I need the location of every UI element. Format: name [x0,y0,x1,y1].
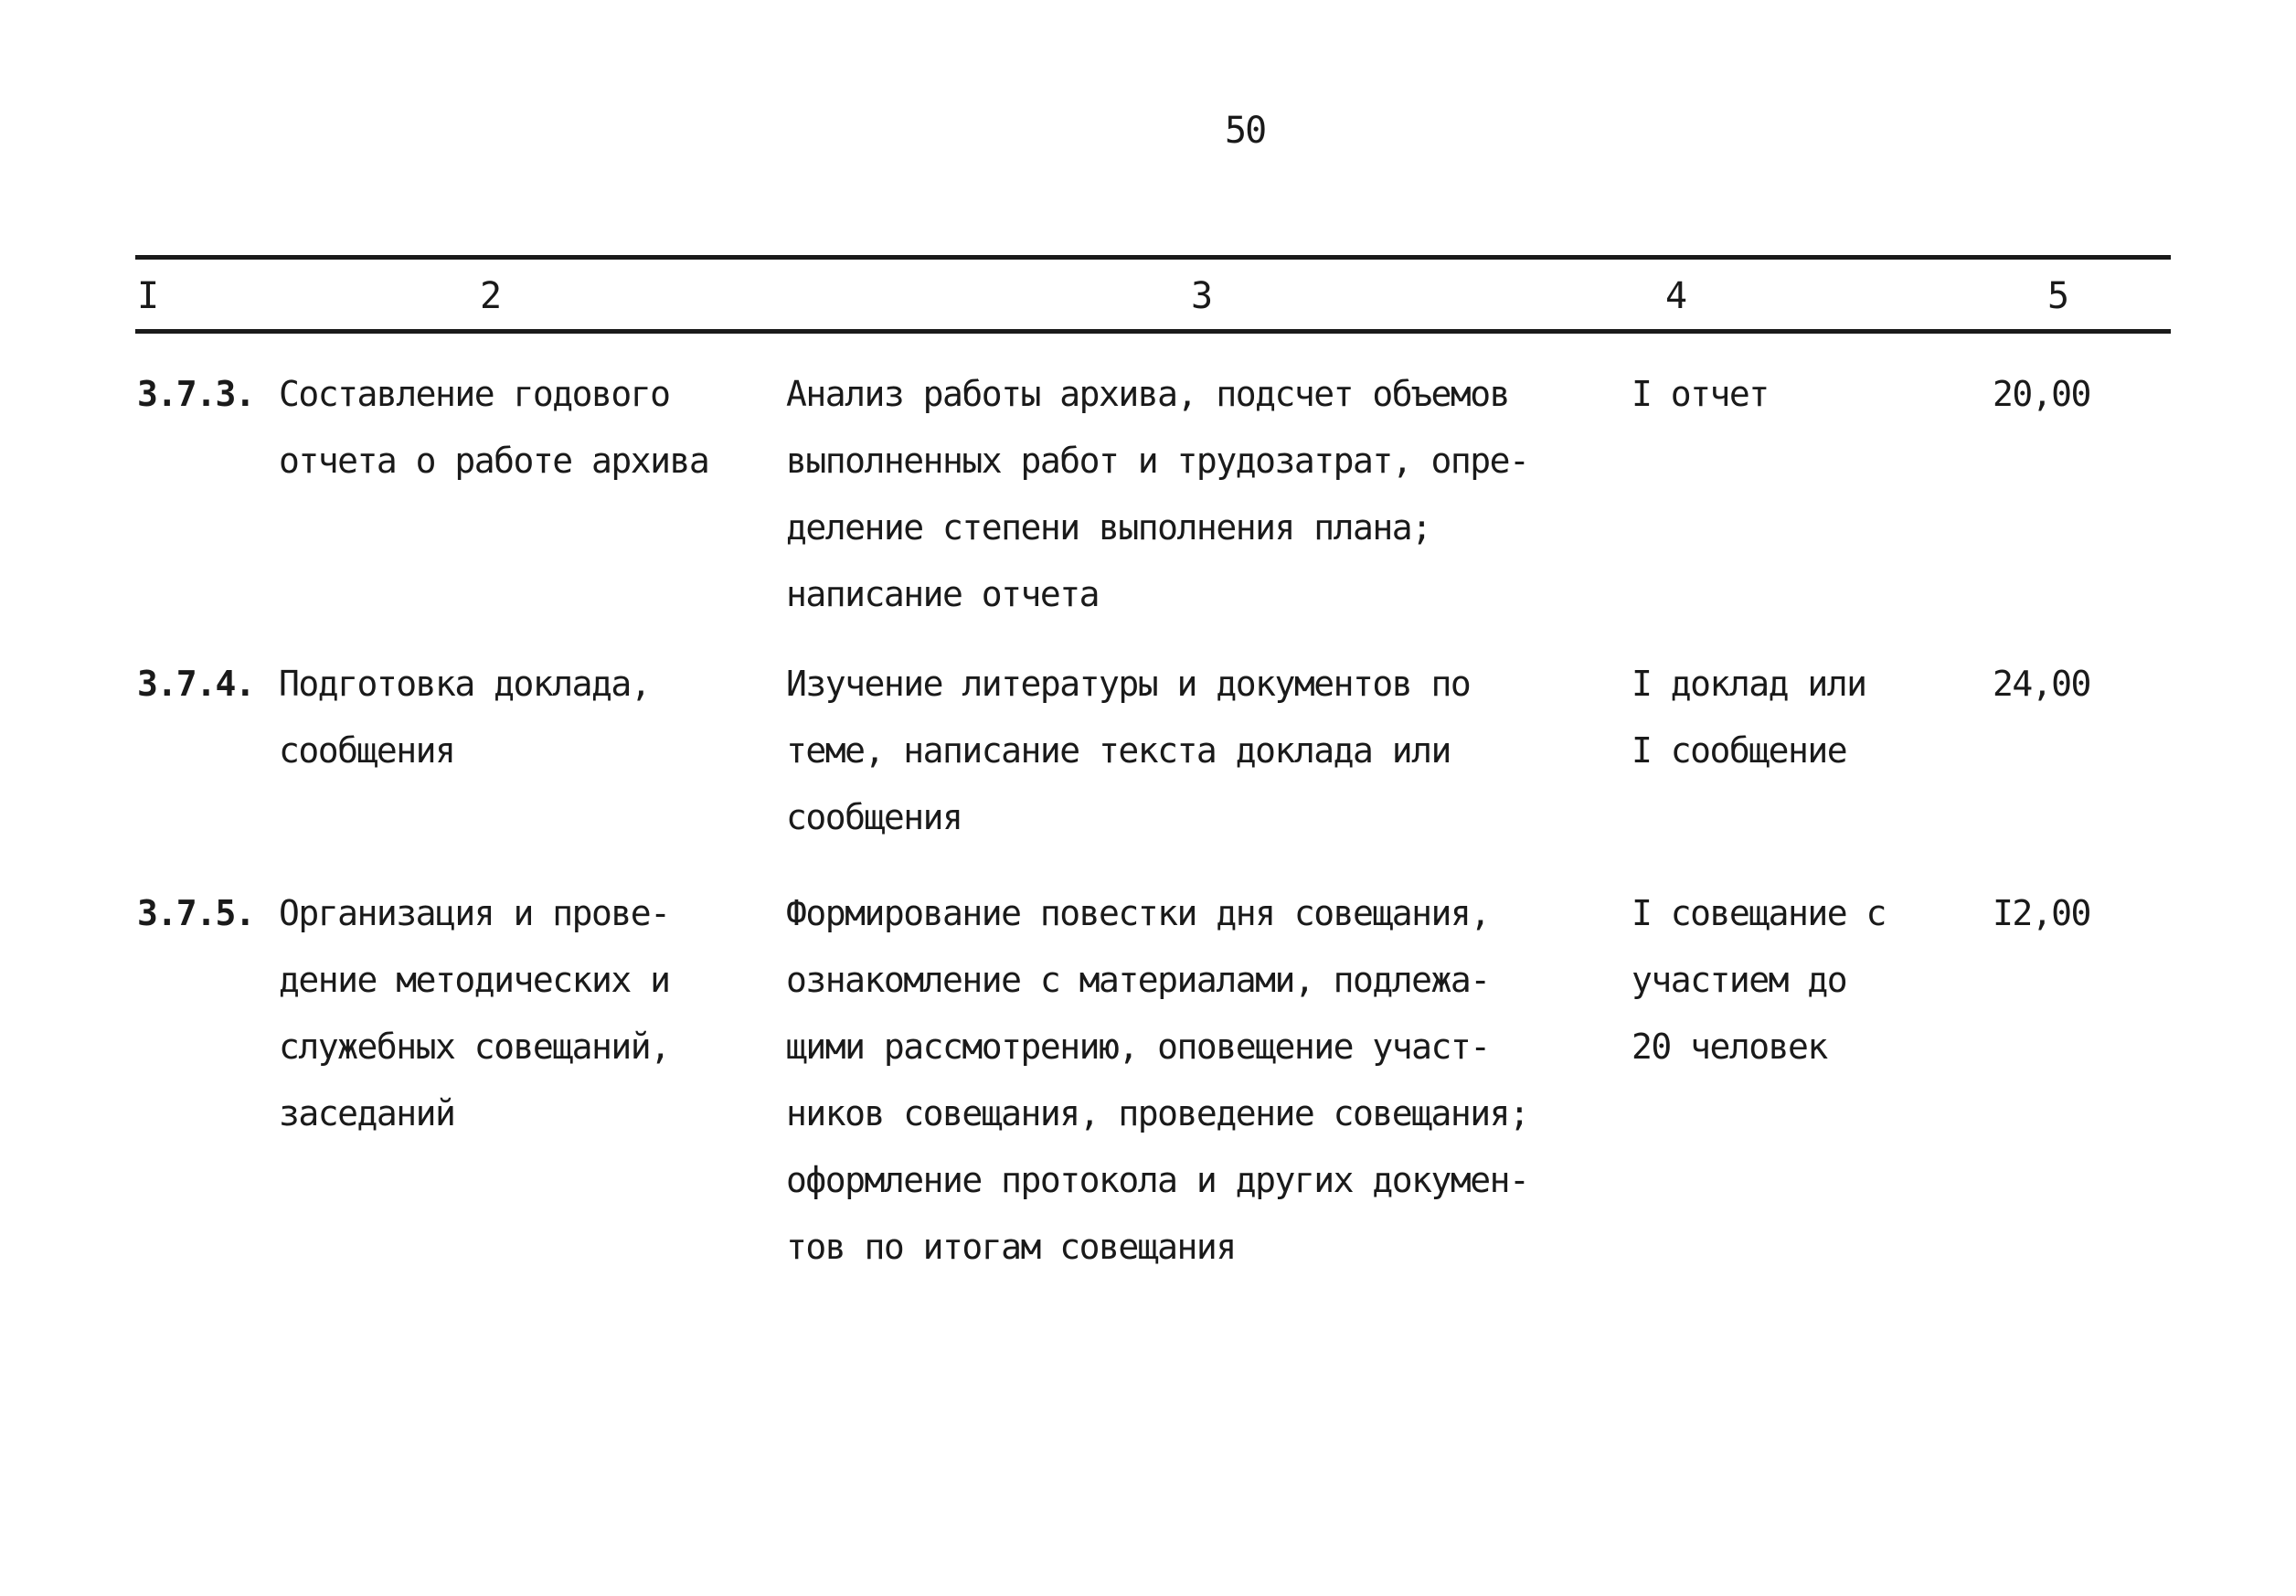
page-number: 50 [1225,110,1266,152]
header-col-5: 5 [2047,275,2070,317]
row-number: 3.7.5. [137,893,255,933]
measurement-unit: I совещание с участием до 20 человек [1632,893,1886,1067]
header-col-3: 3 [1191,275,1214,317]
header-col-4: 4 [1665,275,1688,317]
table-top-rule [135,255,2171,260]
work-description: Формирование повестки дня совещания, ознакомление с материалами, подлежа- щими рассмотрению, оповещение участ- ников совещания, проведение совещания; оформление протокола и других докумен- тов по итогам совещания [786,893,1529,1267]
work-description: Анализ работы архива, подсчет объемов выполненных работ и трудозатрат, опре- деление степени выполнения плана; написание отчета [786,374,1529,614]
row-number: 3.7.3. [137,374,255,414]
row-number: 3.7.4. [137,664,255,704]
measurement-unit: I доклад или I сообщение [1632,664,1866,771]
header-col-2: 2 [480,275,503,317]
time-norm: I2,00 [1993,893,2090,933]
header-col-1: I [137,275,160,317]
time-norm: 20,00 [1993,374,2090,414]
work-name: Составление годового отчета о работе архива [279,374,709,481]
table-header-rule [135,329,2171,334]
work-name: Организация и прове- дение методических и служебных совещаний, заседаний [279,893,670,1133]
work-name: Подготовка доклада, сообщения [279,664,651,771]
work-description: Изучение литературы и документов по теме, написание текста доклада или сообщения [786,664,1471,837]
measurement-unit: I отчет [1632,374,1769,414]
time-norm: 24,00 [1993,664,2090,704]
